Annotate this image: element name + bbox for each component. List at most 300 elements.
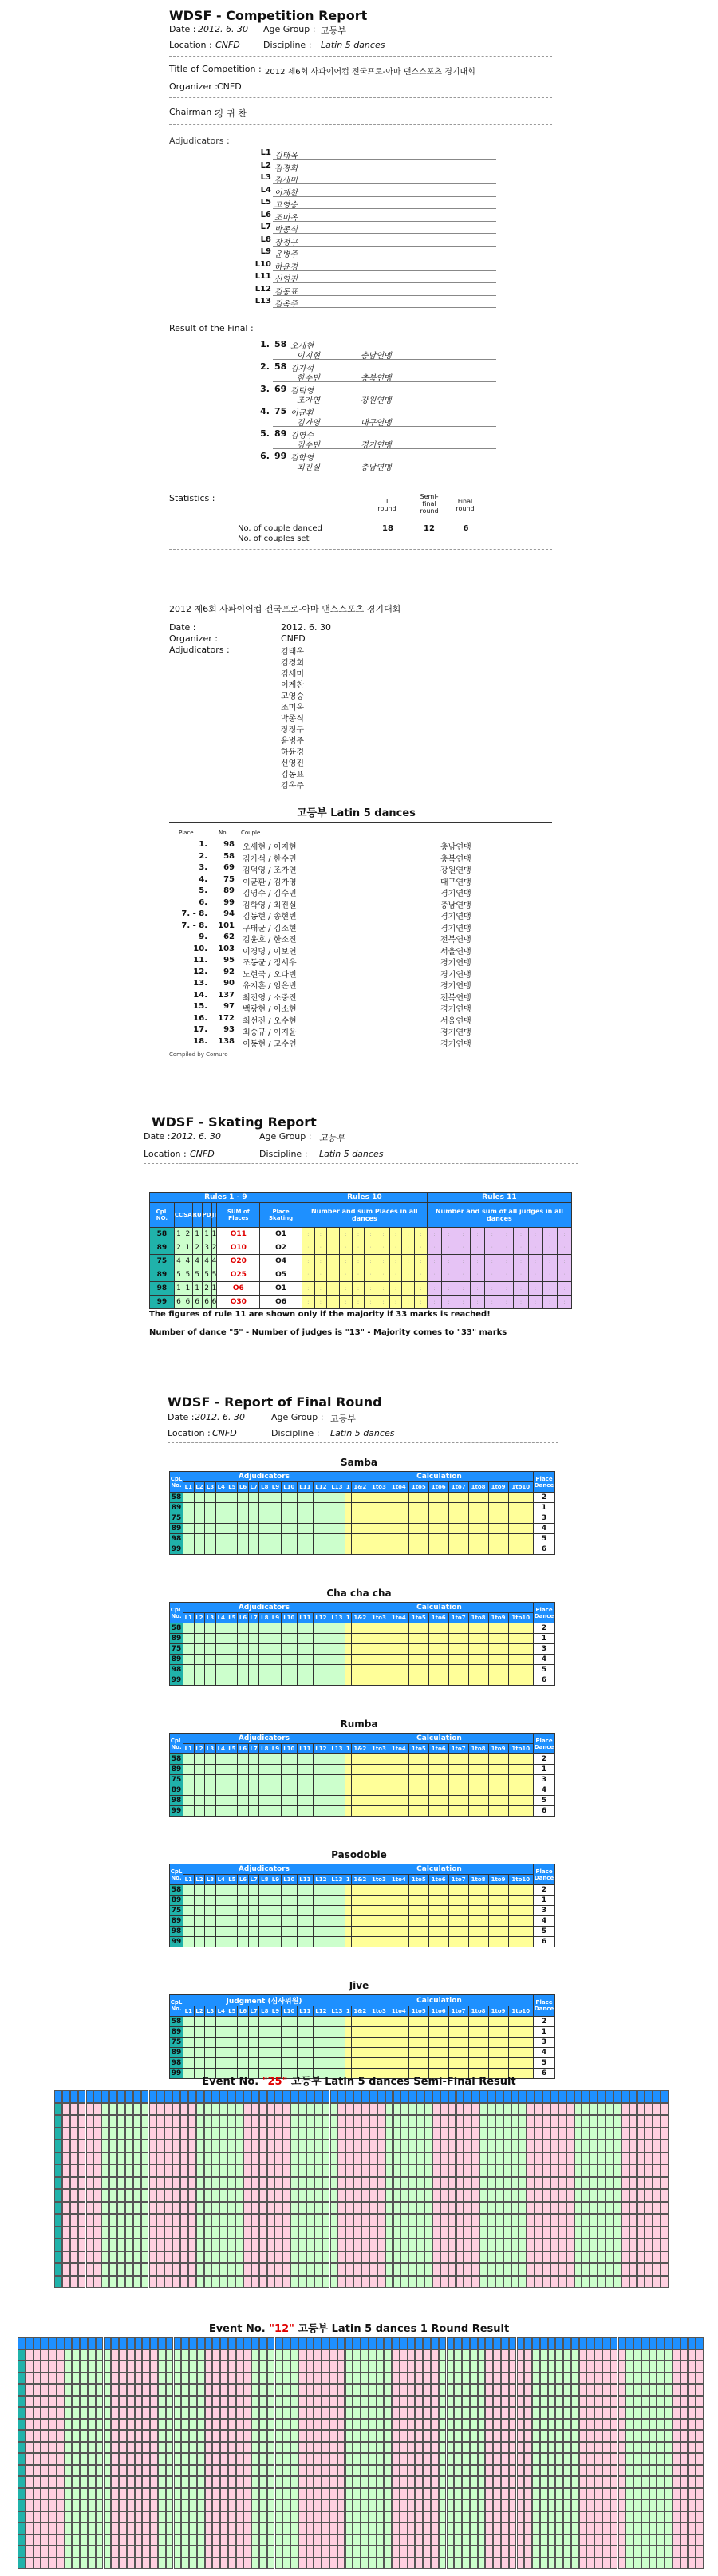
grid-cell (211, 2177, 219, 2190)
grid-cell (408, 2349, 416, 2361)
calc-cell (508, 1513, 534, 1524)
grid-cell (524, 2407, 532, 2419)
calc-cell (448, 1675, 468, 1686)
judge-mark (329, 2058, 345, 2069)
fr-age: 고등부 (330, 1414, 356, 1424)
grid-cell (385, 2128, 393, 2140)
grid-cell (610, 2499, 618, 2511)
grid-cell (65, 2384, 73, 2396)
grid-cell (96, 2373, 104, 2385)
grid-cell (625, 2361, 633, 2373)
grid-cell (594, 2419, 602, 2431)
semifinal-event-no: "25" (262, 2076, 288, 2088)
calc-cell (428, 1665, 448, 1675)
grid-cell (548, 2499, 556, 2511)
grid-cell (369, 2523, 377, 2535)
grid-cell (369, 2430, 377, 2442)
grid-cell (696, 2419, 704, 2431)
grid-cell (571, 2488, 579, 2500)
grid-cell (602, 2546, 610, 2558)
judge-mark (281, 2048, 297, 2058)
grid-cell (166, 2419, 174, 2431)
grid-cell (535, 2251, 542, 2264)
rule10-cell: : (365, 1268, 377, 1282)
grid-cell (197, 2442, 205, 2454)
grid-cell (259, 2227, 267, 2239)
judge-mark (259, 1806, 270, 1817)
judge-mark (329, 2038, 345, 2048)
sk-loc: CNFD (190, 1149, 215, 1159)
grid-cell (337, 2251, 345, 2264)
judge-mark (227, 1675, 238, 1686)
calc-cell (508, 1503, 534, 1513)
grid-cell (282, 2349, 290, 2361)
calc-cell (345, 1513, 351, 1524)
grid-cell (369, 2511, 377, 2523)
grid-cell (424, 2263, 432, 2276)
grid-cell (377, 2103, 385, 2116)
dance-place: 3 (534, 1906, 555, 1916)
rule10-cell: : (389, 1255, 402, 1268)
skating-dance-place: 2 (192, 1241, 202, 1255)
grid-cell (204, 2239, 212, 2251)
grid-cell (189, 2558, 197, 2570)
grid-cell (111, 2523, 119, 2535)
grid-cell (282, 2407, 290, 2419)
grid-cell (212, 2499, 220, 2511)
grid-cell (322, 2202, 330, 2215)
grid-cell (119, 2384, 127, 2396)
calc-col-header: 1to3 (369, 2006, 389, 2017)
grid-cell (527, 2214, 535, 2227)
grid-cell (274, 2202, 282, 2215)
grid-cell (164, 2164, 172, 2177)
grid-cell (205, 2511, 213, 2523)
grid-cell (470, 2419, 478, 2431)
grid-cell (574, 2227, 582, 2239)
grid-cell (149, 2152, 157, 2165)
grid-cell (65, 2535, 73, 2546)
grid-cell (57, 2535, 65, 2546)
result-couple: 김윤호 / 한소진 (243, 936, 297, 945)
grid-cell (322, 2263, 330, 2276)
calculation-header: Calculation (345, 1472, 533, 1482)
grid-cell (613, 2276, 621, 2289)
grid-cell (158, 2419, 166, 2431)
grid-cell (548, 2373, 556, 2385)
judge-header: L6 (238, 1744, 249, 1754)
grid-cell (96, 2499, 104, 2511)
grid-cell (322, 2523, 329, 2535)
judge-header: L1 (183, 1744, 195, 1754)
grid-cell (501, 2453, 509, 2465)
grid-cell (220, 2488, 228, 2500)
grid-cell (329, 2488, 337, 2500)
grid-cell (563, 2558, 571, 2570)
grid-cell (532, 2499, 540, 2511)
grid-cell (172, 2103, 180, 2116)
grid-cell (392, 2511, 400, 2523)
grid-cell (594, 2558, 602, 2570)
judge-header: L1 (183, 2006, 195, 2017)
grid-cell (641, 2465, 649, 2477)
final-no: 89 (274, 428, 287, 439)
rule11-cell: : (485, 1241, 499, 1255)
result-no: 94 (223, 909, 235, 918)
grid-cell (93, 2140, 101, 2152)
grid-cell (590, 2189, 598, 2202)
grid-cell (377, 2251, 385, 2264)
adjudicator-line (273, 246, 496, 247)
grid-cell (550, 2152, 558, 2165)
result-region: 경기연맹 (440, 1039, 471, 1049)
judge-header: L6 (238, 1613, 249, 1623)
grid-cell (517, 2476, 525, 2488)
final-lady: 김수민 (297, 441, 320, 450)
calc-cell (369, 1885, 389, 1896)
discipline-label: Discipline : (263, 40, 312, 50)
grid-cell (54, 2140, 62, 2152)
judge-mark (205, 1534, 216, 1544)
calc-cell (428, 1937, 448, 1947)
calc-col-header: 1to3 (369, 1613, 389, 1623)
calc-cell (468, 1675, 488, 1686)
grid-cell (127, 2396, 135, 2408)
final-line (273, 426, 496, 427)
grid-cell (80, 2349, 88, 2361)
grid-cell (400, 2115, 408, 2128)
judge-mark (313, 2058, 329, 2069)
rule10-cell: : (302, 1282, 314, 1296)
grid-cell (41, 2453, 49, 2465)
calc-col-header: 1to4 (389, 1613, 408, 1623)
grid-cell (479, 2128, 487, 2140)
grid-cell (26, 2361, 34, 2373)
grid-cell (641, 2361, 649, 2373)
grid-cell (509, 2453, 517, 2465)
grid-cell (34, 2407, 41, 2419)
grid-cell (251, 2177, 259, 2190)
judge-mark (227, 1765, 238, 1775)
grid-cell (219, 2202, 227, 2215)
grid-cell (290, 2202, 298, 2215)
grid-cell (211, 2227, 219, 2239)
grid-cell (228, 2337, 236, 2349)
grid-cell (673, 2558, 681, 2570)
grid-cell (267, 2361, 275, 2373)
grid-cell (189, 2523, 197, 2535)
grid-cell (424, 2276, 432, 2289)
judge-mark (248, 1896, 259, 1906)
grid-cell (633, 2476, 641, 2488)
stats-header-2: Semi-final round (420, 493, 439, 515)
grid-cell (88, 2465, 96, 2477)
calc-cell (488, 1675, 508, 1686)
grid-cell (174, 2337, 182, 2349)
grid-cell (204, 2202, 212, 2215)
grid-cell (361, 2488, 369, 2500)
grid-cell (535, 2103, 542, 2116)
grid-cell (282, 2442, 290, 2454)
grid-cell (298, 2476, 306, 2488)
grid-cell (517, 2511, 525, 2523)
grid-cell (493, 2511, 501, 2523)
grid-cell (495, 2202, 503, 2215)
calc-cell (428, 1906, 448, 1916)
grid-cell (228, 2499, 236, 2511)
grid-cell (65, 2476, 73, 2488)
grid-cell (298, 2488, 306, 2500)
grid-cell (618, 2442, 626, 2454)
grid-cell (503, 2214, 511, 2227)
grid-cell (125, 2239, 133, 2251)
skating-dance-place: 5 (211, 1268, 217, 1282)
grid-cell (464, 2214, 471, 2227)
grid-cell (41, 2499, 49, 2511)
grid-cell (464, 2090, 471, 2103)
grid-cell (408, 2177, 416, 2190)
grid-cell (439, 2430, 447, 2442)
grid-cell (181, 2453, 189, 2465)
rule11-cell: : (542, 1241, 557, 1255)
grid-cell (555, 2373, 563, 2385)
grid-cell (26, 2349, 34, 2361)
grid-cell (681, 2396, 688, 2408)
grid-cell (188, 2152, 196, 2165)
grid-cell (62, 2276, 70, 2289)
result-no: 93 (223, 1025, 235, 1034)
rule10-cell: : (402, 1296, 415, 1309)
grid-cell (306, 2419, 314, 2431)
grid-cell (625, 2476, 633, 2488)
grid-cell (369, 2476, 377, 2488)
grid-cell (485, 2349, 493, 2361)
grid-cell (243, 2361, 251, 2373)
dance-row (170, 2027, 555, 2038)
grid-cell (181, 2396, 189, 2408)
grid-cell (54, 2227, 62, 2239)
grid-cell (688, 2558, 696, 2570)
grid-cell (550, 2251, 558, 2264)
dance-place: 2 (534, 1885, 555, 1896)
grid-cell (236, 2523, 244, 2535)
grid-cell (579, 2546, 587, 2558)
grid-cell (511, 2251, 519, 2264)
rule10-cell: : (377, 1282, 390, 1296)
calc-cell (428, 1544, 448, 1555)
grid-cell (633, 2546, 641, 2558)
grid-cell (447, 2396, 455, 2408)
grid-cell (353, 2239, 361, 2251)
grid-cell (251, 2202, 259, 2215)
grid-cell (454, 2337, 462, 2349)
grid-cell (653, 2214, 661, 2227)
grid-cell (101, 2164, 109, 2177)
calc-cell (488, 1927, 508, 1937)
grid-cell (353, 2227, 361, 2239)
grid-cell (156, 2239, 164, 2251)
grid-cell (447, 2488, 455, 2500)
grid-cell (127, 2511, 135, 2523)
grid-cell (582, 2251, 590, 2264)
grid-cell (377, 2373, 385, 2385)
grid-cell (70, 2202, 78, 2215)
judge-mark (227, 2017, 238, 2027)
grid-cell (571, 2419, 579, 2431)
grid-cell (49, 2361, 57, 2373)
skating-dance-place: 1 (211, 1228, 217, 1241)
grid-cell (149, 2263, 157, 2276)
rule11-cell: : (456, 1241, 471, 1255)
grid-cell (158, 2384, 166, 2396)
grid-cell (594, 2361, 602, 2373)
judge-mark (259, 2058, 270, 2069)
grid-cell (290, 2103, 298, 2116)
grid-cell (275, 2430, 283, 2442)
result-no: 75 (223, 874, 235, 884)
grid-cell (78, 2214, 86, 2227)
grid-cell (558, 2140, 566, 2152)
grid-cell (220, 2546, 228, 2558)
grid-cell (653, 2227, 661, 2239)
grid-cell (503, 2227, 511, 2239)
grid-cell (251, 2349, 259, 2361)
grid-cell (586, 2453, 594, 2465)
grid-cell (282, 2453, 290, 2465)
grid-cell (219, 2239, 227, 2251)
grid-cell (415, 2361, 423, 2373)
grid-cell (65, 2511, 73, 2523)
grid-cell (180, 2090, 188, 2103)
judge-mark (238, 1765, 249, 1775)
calc-col-header: 1to8 (468, 1613, 488, 1623)
judge-mark (194, 1896, 205, 1906)
grid-cell (164, 2128, 172, 2140)
calc-col-header: 1to5 (408, 1744, 428, 1754)
grid-cell (196, 2115, 204, 2128)
grid-cell (532, 2430, 540, 2442)
grid-cell (227, 2263, 235, 2276)
grid-cell (119, 2476, 127, 2488)
grid-cell (111, 2442, 119, 2454)
dance-row (170, 1623, 555, 1634)
grid-cell (681, 2488, 688, 2500)
grid-cell (574, 2214, 582, 2227)
grid-cell (550, 2115, 558, 2128)
result-couple: 김영수 / 김수민 (243, 890, 297, 898)
cpl-header: CpL No. (170, 1995, 183, 2017)
grid-cell (470, 2442, 478, 2454)
grid-cell (377, 2488, 385, 2500)
grid-cell (117, 2202, 125, 2215)
result-region: 경기연맹 (440, 924, 471, 933)
grid-cell (150, 2453, 158, 2465)
grid-cell (509, 2523, 517, 2535)
grid-cell (487, 2152, 495, 2165)
grid-cell (141, 2128, 149, 2140)
calc-cell (369, 1765, 389, 1775)
calc-cell (508, 1754, 534, 1765)
grid-cell (205, 2349, 213, 2361)
grid-cell (290, 2140, 298, 2152)
judge-mark (329, 2017, 345, 2027)
grid-cell (621, 2214, 629, 2227)
grid-cell (57, 2407, 65, 2419)
grid-cell (696, 2349, 704, 2361)
calc-col-header: 1to8 (468, 1744, 488, 1754)
rule10-cell: : (377, 1228, 390, 1241)
rule10-cell: : (402, 1268, 415, 1282)
result-couple: 노현국 / 오다빈 (243, 970, 297, 980)
grid-cell (111, 2396, 119, 2408)
grid-cell (219, 2227, 227, 2239)
grid-cell (86, 2177, 94, 2190)
grid-cell (432, 2090, 440, 2103)
skating-sum: O6 (217, 1282, 260, 1296)
rule11-cell: : (427, 1228, 441, 1241)
grid-cell (211, 2189, 219, 2202)
grid-cell (661, 2214, 669, 2227)
grid-cell (493, 2419, 501, 2431)
grid-cell (274, 2090, 282, 2103)
grid-cell (196, 2227, 204, 2239)
grid-cell (423, 2511, 431, 2523)
grid-cell (540, 2546, 548, 2558)
grid-cell (385, 2115, 393, 2128)
calc-cell (428, 1785, 448, 1796)
grid-cell (509, 2535, 517, 2546)
calc-cell (345, 1544, 351, 1555)
calc-cell (448, 1534, 468, 1544)
grid-cell (345, 2546, 353, 2558)
calc-col-header: 1to9 (488, 1875, 508, 1885)
grid-cell (290, 2164, 298, 2177)
judge-mark (205, 1493, 216, 1503)
judge-mark (259, 2017, 270, 2027)
grid-cell (361, 2177, 369, 2190)
final-man: 김영수 (290, 432, 314, 440)
calc-cell (408, 2017, 428, 2027)
dance-place: 6 (534, 1544, 555, 1555)
grid-cell (665, 2465, 673, 2477)
grid-cell (582, 2202, 590, 2215)
grid-cell (150, 2499, 158, 2511)
grid-cell (385, 2202, 393, 2215)
judge-mark (205, 1655, 216, 1665)
calc-cell (369, 1634, 389, 1644)
skating-dance-place: 6 (211, 1296, 217, 1309)
grid-cell (618, 2453, 626, 2465)
grid-cell (400, 2337, 408, 2349)
grid-cell (688, 2349, 696, 2361)
judge-mark (270, 2017, 282, 2027)
grid-cell (606, 2164, 613, 2177)
grid-cell (204, 2177, 212, 2190)
grid-cell (78, 2189, 86, 2202)
skating-note-2: Number of dance "5" - Number of judges is "13" - Majority comes to "33" marks (149, 1328, 507, 1337)
grid-cell (104, 2349, 112, 2361)
judge-mark (183, 1534, 195, 1544)
grid-cell (119, 2535, 127, 2546)
grid-cell (228, 2558, 236, 2570)
calc-cell (408, 1513, 428, 1524)
rule10-cell: : (402, 1282, 415, 1296)
grid-cell (629, 2276, 637, 2289)
grid-cell (111, 2535, 119, 2546)
judge-mark (227, 2027, 238, 2038)
grid-cell (267, 2189, 275, 2202)
grid-cell (219, 2251, 227, 2264)
